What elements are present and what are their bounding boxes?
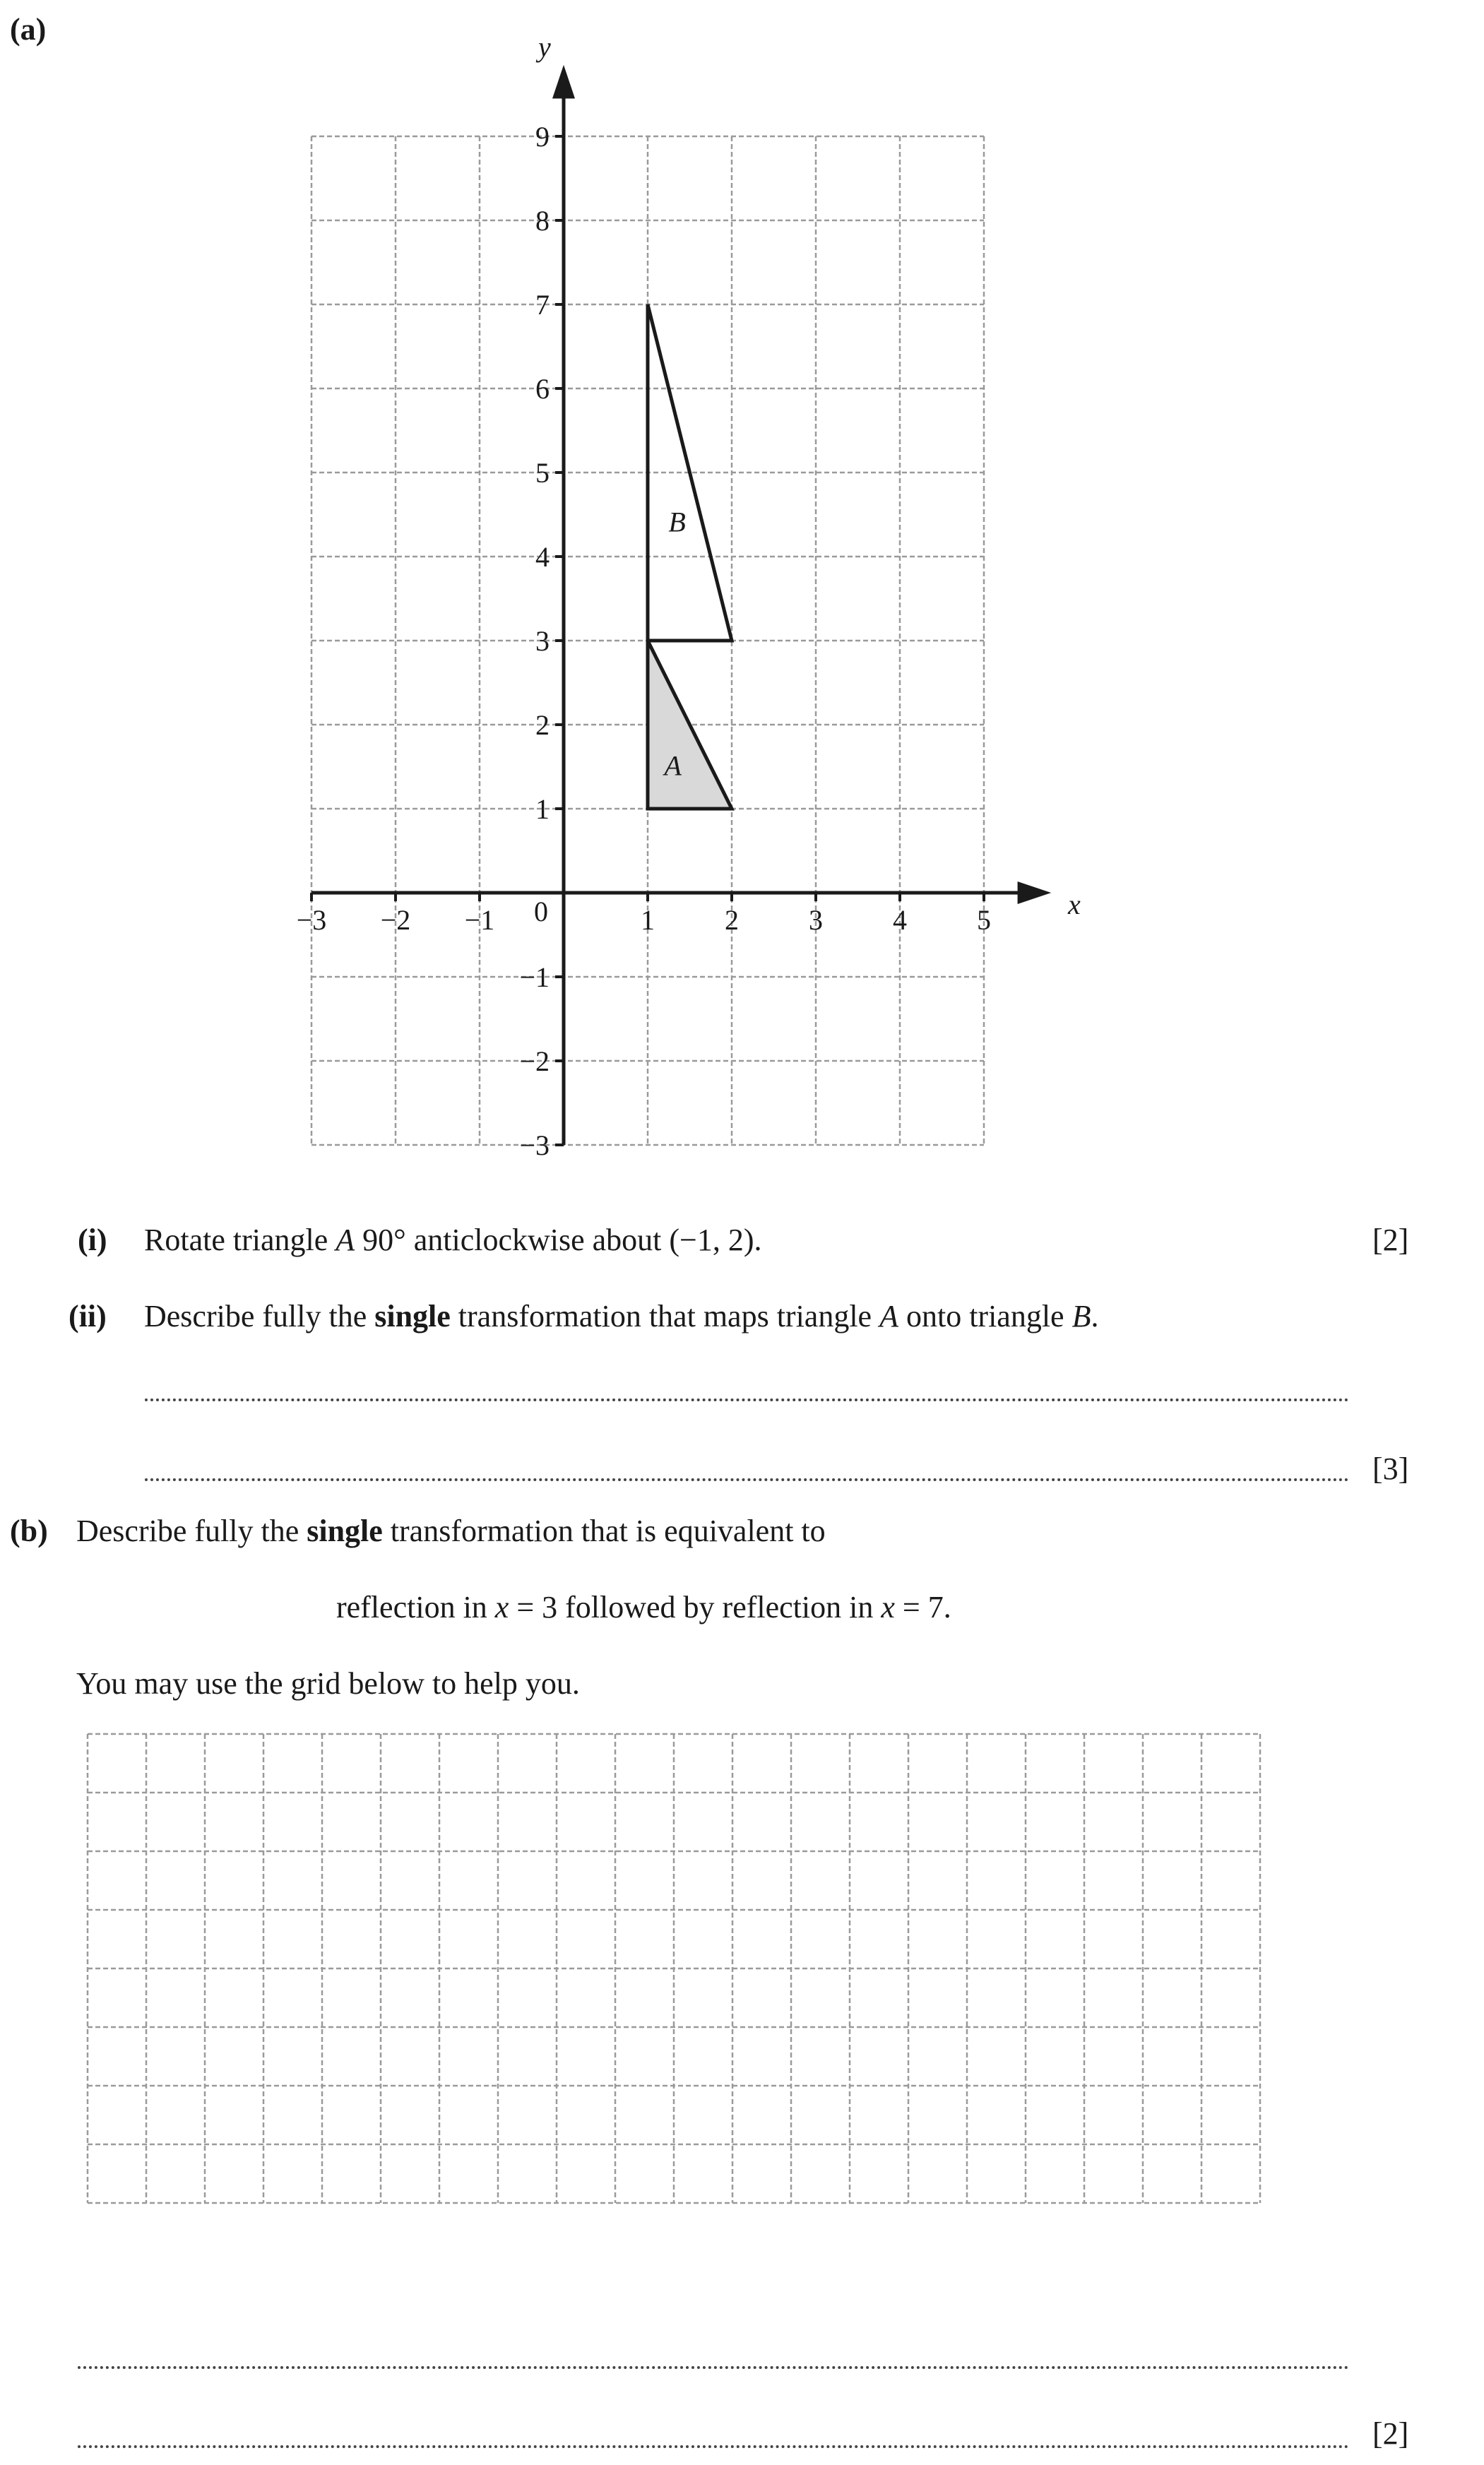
x-tick-label: 4 [893,904,907,936]
grid-b [88,1734,1260,2203]
origin-label: 0 [534,896,548,927]
question-i-marks: [2] [1372,1223,1409,1257]
part-b-pre: Describe fully the [76,1514,307,1548]
axes [311,65,1051,1145]
question-i-text [144,1225,762,1256]
y-axis-arrow [552,65,575,99]
triangle-b-label: B [668,506,686,538]
question-i-var: A [336,1223,355,1257]
question-ii-mid2: onto triangle [898,1299,1072,1334]
x-tick-label: 5 [977,904,991,936]
y-tick-label: 5 [535,457,550,489]
reflection-a: reflection in [336,1590,495,1624]
part-b-text [76,1516,826,1547]
y-axis-label: y [538,30,551,63]
x-axis-label: x [1068,889,1081,920]
y-tick-label: −3 [519,1129,550,1161]
answer-line-ii-1[interactable] [145,1398,1349,1401]
y-tick-label: 3 [535,625,550,657]
answer-line-b-2[interactable] [78,2445,1349,2448]
coordinate-graph [0,0,1484,1201]
question-ii-text [144,1301,1098,1332]
x-axis-arrow [1018,881,1052,904]
y-tick-label: 4 [535,541,550,573]
part-b-bold: single [307,1514,383,1548]
y-tick-label: −1 [519,961,550,993]
x-tick-label: 2 [725,904,739,936]
part-a-label: (a) [10,12,47,47]
reflection-c: = 7. [894,1590,951,1624]
answer-line-b-1[interactable] [78,2366,1349,2369]
answer-line-ii-2[interactable] [145,1478,1349,1481]
part-b-label: (b) [10,1514,48,1548]
x-tick-label: 1 [641,904,655,936]
part-b-post: transformation that is equivalent to [382,1514,826,1548]
question-i-post: 90° anticlockwise about (−1, 2). [355,1223,762,1257]
part-b-hint: You may use the grid below to help you. [76,1666,580,1701]
question-ii-pre: Describe fully the [144,1299,375,1334]
part-b-marks: [2] [1372,2416,1409,2451]
reflection-x2: x [881,1590,895,1624]
x-tick-label: 3 [809,904,823,936]
question-ii-number: (ii) [69,1299,107,1334]
question-i-number: (i) [78,1223,107,1257]
y-tick-label: 9 [535,121,550,153]
y-tick-label: 6 [535,373,550,405]
triangle-a-label: A [664,749,682,782]
y-tick-label: 8 [535,205,550,237]
reflection-x1: x [494,1590,509,1624]
y-tick-label: 7 [535,289,550,321]
x-tick-label: −2 [380,904,411,936]
question-ii-var2: B [1072,1299,1091,1334]
question-ii-marks: [3] [1372,1451,1409,1486]
question-ii-mid: transformation that maps triangle [450,1299,880,1334]
x-tick-label: −3 [296,904,327,936]
part-b-reflection-line [336,1592,951,1623]
y-tick-label: −2 [519,1045,550,1077]
y-tick-label: 2 [535,709,550,741]
question-i-pre: Rotate triangle [144,1223,336,1257]
question-ii-end: . [1091,1299,1099,1334]
question-ii-bold: single [374,1299,451,1334]
reflection-b: = 3 followed by reflection in [509,1590,882,1624]
x-tick-label: −1 [464,904,495,936]
question-ii-var1: A [879,1299,898,1334]
y-tick-label: 1 [535,793,550,825]
